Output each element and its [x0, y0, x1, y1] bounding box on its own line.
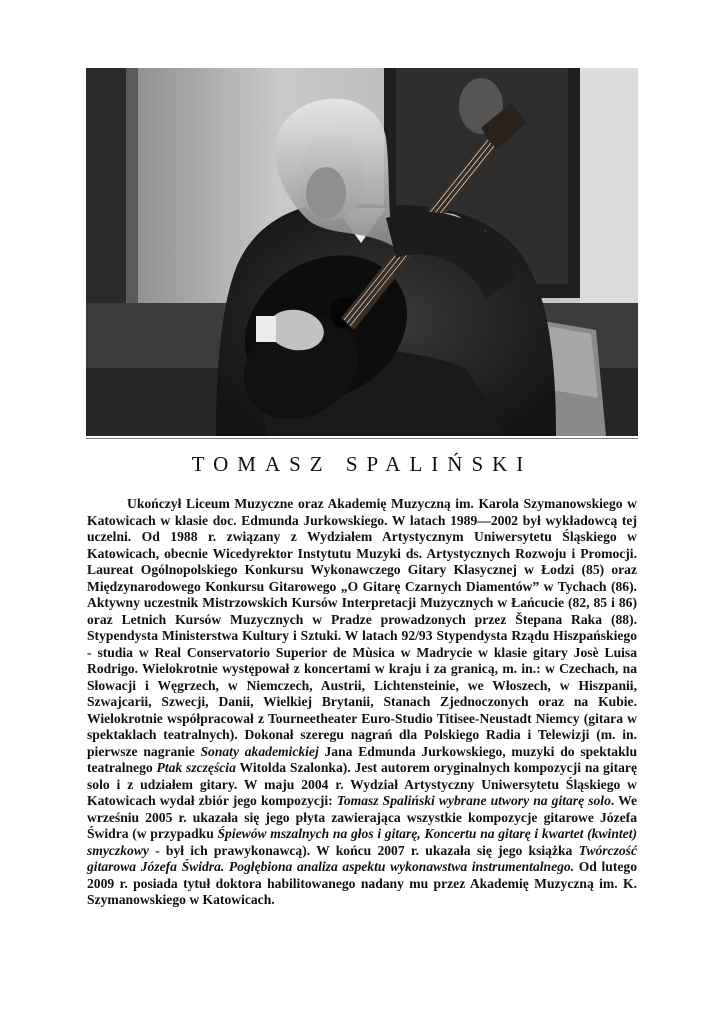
bio-title-5: Twórczość gitarowa Józefa Świdra. Pogłębiona analiza aspektu wykonawstwa instrumentalnego.: [87, 842, 637, 874]
bio-text-5: - był ich prawykonawcą). W końcu 2007 r. ukazała się jego książka: [148, 842, 579, 858]
bio-text-6: Od lutego 2009 r. posiada tytuł doktora habilitowanego nadany mu przez Akademię Muzyczną im. K. Szymanowskiego w Katowicach.: [87, 859, 637, 907]
bio-text-1: Ukończył Liceum Muzyczne oraz Akademię Muzyczną im. Karola Szymanowskiego w Katowicach w klasie doc. Edmunda Jurkowskiego. W latach 1989—2002 był wykładowcą tej uczelni. Od 1988 r. związany z Wydziałem Artystycznym Uniwersytetu Śląskiego w Katowicach, obecnie Wicedyrektor Instytutu Muzyki ds. Artystycznych Rozwoju i Promocji. Laureat Ogólnopolskiego Konkursu Wykonawczego Gitary Klasycznej w Łodzi (85) oraz Międzynarodowego Konkursu Gitarowego „O Gitarę Czarnych Diamentów” w Tychach (86). Aktywny uczestnik Mistrzowskich Kursów Interpretacji Muzycznych w Łańcucie (82, 85 i 86) oraz Letnich Kursów Muzycznych w Pradze prowadzonych przez Štepana Raka (88). Stypendysta Ministerstwa Kultury i Sztuki. W latach 92/93 Stypendysta Rządu Hiszpańskiego - studia w Real Conservatorio Superior de Mùsica w Madrycie w klasie gitary Josè Luisa Rodrigo. Wielokrotnie występował z koncertami w kraju i za granicą, m. in.: w Czechach, na Słowacji i Węgrzech, w Niemczech, Austrii, Lichtensteinie, we Włoszech, w Hiszpanii, Szwajcarii, Szwecji, Danii, Wielkiej Brytanii, Stanach Zjednoczonych oraz na Kubie. Wielokrotnie współpracował z Tourneetheater Euro-Studio Titisee-Neustadt Niemcy (gitara w spektaklach teatralnych). Dokonał szeregu nagrań dla Polskiego Radia i Telewizji (m. in. pierwsze nagranie: [87, 496, 637, 759]
biography-text: [87, 496, 637, 909]
divider-line: [86, 438, 638, 439]
bio-title-1: Sonaty akademickiej: [200, 743, 319, 759]
bio-text-4: . We wrześniu 2005 r. ukazała się jego płyta zawierająca wszystkie kompozycje gitarowe Józefa Świdra (w przypadku: [87, 793, 637, 841]
guitarist-portrait-photo: [86, 68, 638, 436]
bio-text-3: Witolda Szalonka). Jest autorem oryginalnych kompozycji na gitarę solo i z udziałem gitary. W maju 2004 r. Wydział Artystyczny Uniwersytetu Śląskiego w Katowicach wydał zbiór jego kompozycji:: [87, 760, 637, 808]
bio-title-2: Ptak szczęścia: [156, 760, 236, 775]
bio-text-2: Jana Edmunda Jurkowskiego, muzyki do spektaklu teatralnego: [87, 743, 637, 775]
bio-title-3: Tomasz Spaliński wybrane utwory na gitarę solo: [336, 793, 611, 808]
page-title: TOMASZ SPALIŃSKI: [191, 452, 533, 476]
bio-title-4: Śpiewów mszalnych na głos i gitarę, Koncertu na gitarę i kwartet (kwintet) smyczkowy: [87, 826, 637, 858]
